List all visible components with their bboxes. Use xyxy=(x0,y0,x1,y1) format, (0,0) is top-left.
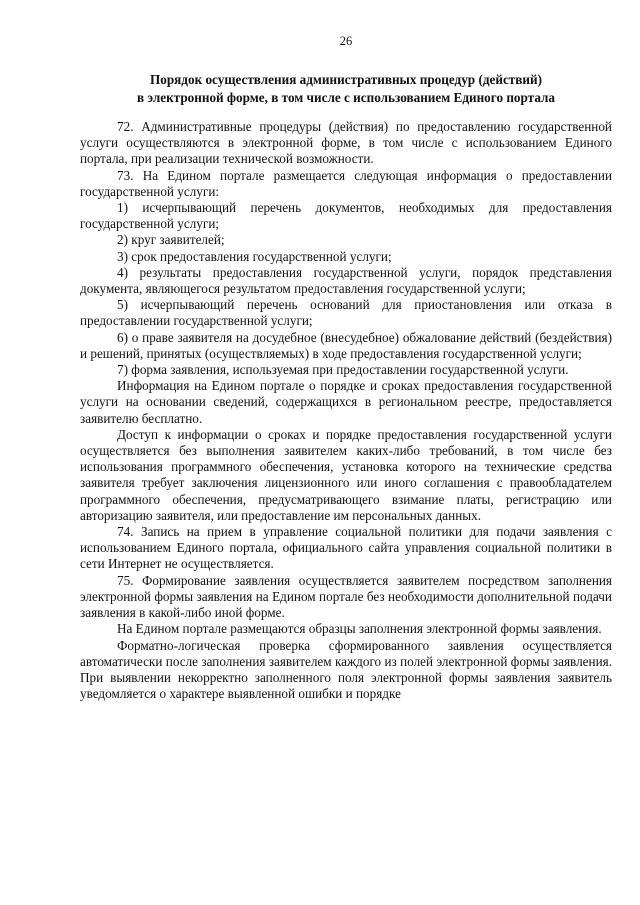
paragraph-access: Доступ к информации о сроках и порядке предоставления государственной услуги осуществляется без выполнения заявителем каких-либо требований, в том числе без использования программного обеспечения, установка которого на технические средства заявителя требует заключения лицензионного или иного соглашения с правообладателем программного обеспечения, предусматривающего взимание платы, регистрацию или авторизацию заявителя, или предоставление им персональных данных. xyxy=(80,426,612,523)
paragraph-75: 75. Формирование заявления осуществляется заявителем посредством заполнения электронной формы заявления на Едином портале без необходимости дополнительной подачи заявления в какой-либо иной форме. xyxy=(80,572,612,621)
paragraph-info-free: Информация на Едином портале о порядке и сроках предоставления государственной услуги на основании сведений, содержащихся в региональном реестре, предоставляется заявителю бесплатно. xyxy=(80,378,612,426)
list-item-1: 1) исчерпывающий перечень документов, необходимых для предоставления государственной услуги; xyxy=(80,200,612,232)
paragraph-samples: На Едином портале размещаются образцы заполнения электронной формы заявления. xyxy=(117,621,602,637)
paragraph-validation: Форматно-логическая проверка сформированного заявления осуществляется автоматически после заполнения заявителем каждого из полей электронной формы заявления. При выявлении некорректно заполненного поля электронной формы заявления заявитель уведомляется о характере выявленной ошибки и порядке xyxy=(80,637,612,702)
paragraph-73: 73. На Едином портале размещается следующая информация о предоставлении государственной услуги: xyxy=(80,167,612,199)
list-item-2: 2) круг заявителей; xyxy=(117,232,225,248)
page-number: 26 xyxy=(339,34,353,48)
list-item-4: 4) результаты предоставления государственной услуги, порядок представления документа, являющегося результатом предоставления государственной услуги; xyxy=(80,264,612,297)
section-title xyxy=(80,71,612,107)
paragraph-72: 72. Административные процедуры (действия) по предоставлению государственной услуги осуществляются в электронной форме, в том числе с использованием Единого портала, при реализации технической возможности. xyxy=(80,119,612,167)
list-item-7: 7) форма заявления, используемая при предоставлении государственной услуги. xyxy=(117,362,569,378)
document-body xyxy=(80,119,612,702)
list-item-6: 6) о праве заявителя на досудебное (внесудебное) обжалование действий (бездействия) и решений, принятых (осуществляемых) в ходе предоставления государственной услуги; xyxy=(80,329,612,361)
list-item-3: 3) срок предоставления государственной услуги; xyxy=(117,248,392,264)
section-title-line-1: Порядок осуществления административных процедур (действий) xyxy=(149,72,542,87)
list-item-5: 5) исчерпывающий перечень оснований для приостановления или отказа в предоставлении государственной услуги; xyxy=(80,297,612,329)
paragraph-74: 74. Запись на прием в управление социальной политики для подачи заявления с использованием Единого портала, официального сайта управления социальной политики в сети Интернет не осуществляется. xyxy=(80,524,612,572)
section-title-line-2: в электронной форме, в том числе с использованием Единого портала xyxy=(136,90,556,105)
